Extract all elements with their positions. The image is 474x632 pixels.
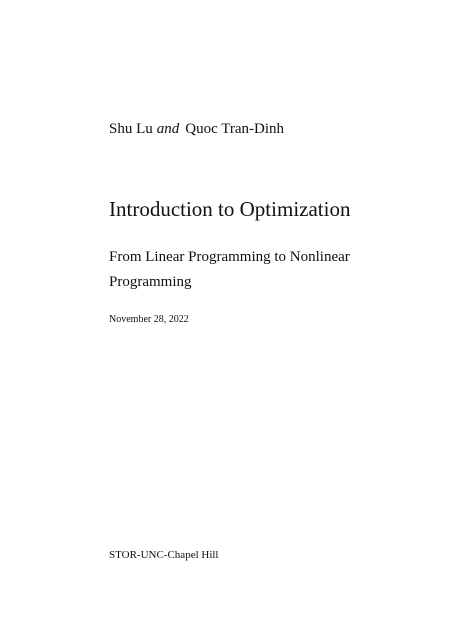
book-subtitle: From Linear Programming to Nonlinear Programming [109,249,350,290]
authors-line [109,119,284,139]
publication-date: November 28, 2022 [109,314,189,325]
book-title: Introduction to Optimization [109,197,351,221]
author-first: Shu Lu [109,121,153,137]
author-second: Quoc Tran-Dinh [185,121,285,137]
author-conjunction: and [156,121,180,137]
publisher-line: STOR-UNC-Chapel Hill [109,549,219,561]
